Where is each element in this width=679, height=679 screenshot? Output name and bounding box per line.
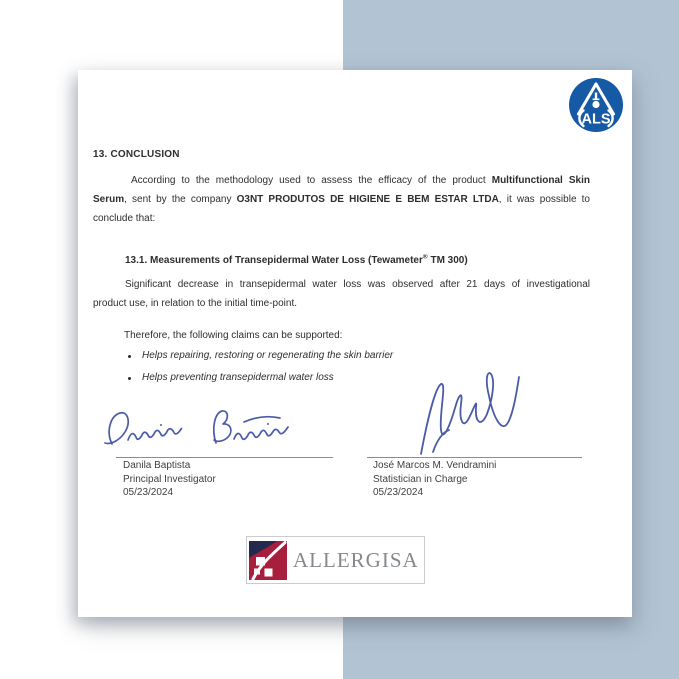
text-line: According to the methodology used to assess the efficacy of the product Multifunctional Skin xyxy=(131,175,590,186)
signatory-block-right xyxy=(373,459,496,500)
text-line: product use, in relation to the initial time-point. xyxy=(93,298,297,309)
allergisa-wordmark: ALLERGISA xyxy=(293,547,419,572)
text-line: Significant decrease in transepidermal water loss was observed after 21 days of investigational xyxy=(125,279,590,290)
als-logo xyxy=(568,77,624,133)
claim-text: Helps preventing transepidermal water loss xyxy=(142,372,334,383)
text-line: conclude that: xyxy=(93,213,156,224)
signatory-role: Statistician in Charge xyxy=(373,473,468,485)
claims-list xyxy=(126,350,586,394)
claim-item xyxy=(126,350,586,372)
claim-text: Helps repairing, restoring or regenerating the skin barrier xyxy=(142,350,394,361)
intro-paragraph xyxy=(93,171,590,228)
section-heading: 13. CONCLUSION xyxy=(93,149,180,160)
signature-danila-baptista xyxy=(98,398,338,456)
claims-intro-text: Therefore, the following claims can be supported: xyxy=(124,330,343,341)
signatory-role: Principal Investigator xyxy=(123,473,216,485)
result-paragraph xyxy=(93,275,590,313)
text-line: 13.1. Measurements of Transepidermal Water Loss (Tewameter® TM 300) xyxy=(125,253,468,266)
signatory-name: Danila Baptista xyxy=(123,460,191,471)
signatory-date: 05/23/2024 xyxy=(123,487,174,498)
allergisa-mark-icon xyxy=(249,541,287,580)
signature-line-right xyxy=(367,457,582,458)
signatory-block-left xyxy=(123,459,216,500)
signatory-name: José Marcos M. Vendramini xyxy=(373,460,497,471)
subsection-heading xyxy=(125,251,622,270)
text-line: Serum, sent by the company O3NT PRODUTOS DE HIGIENE E BEM ESTAR LTDA, it was possible to xyxy=(93,194,590,205)
signature-ink-dots xyxy=(160,423,269,426)
claim-item xyxy=(126,372,586,394)
signature-line-left xyxy=(116,457,333,458)
signatory-date: 05/23/2024 xyxy=(373,487,424,498)
bullet-icon xyxy=(128,377,131,380)
bullet-icon xyxy=(128,355,131,358)
allergisa-logo xyxy=(246,536,425,584)
als-wordmark: ALS xyxy=(581,111,611,128)
report-page xyxy=(78,70,632,617)
